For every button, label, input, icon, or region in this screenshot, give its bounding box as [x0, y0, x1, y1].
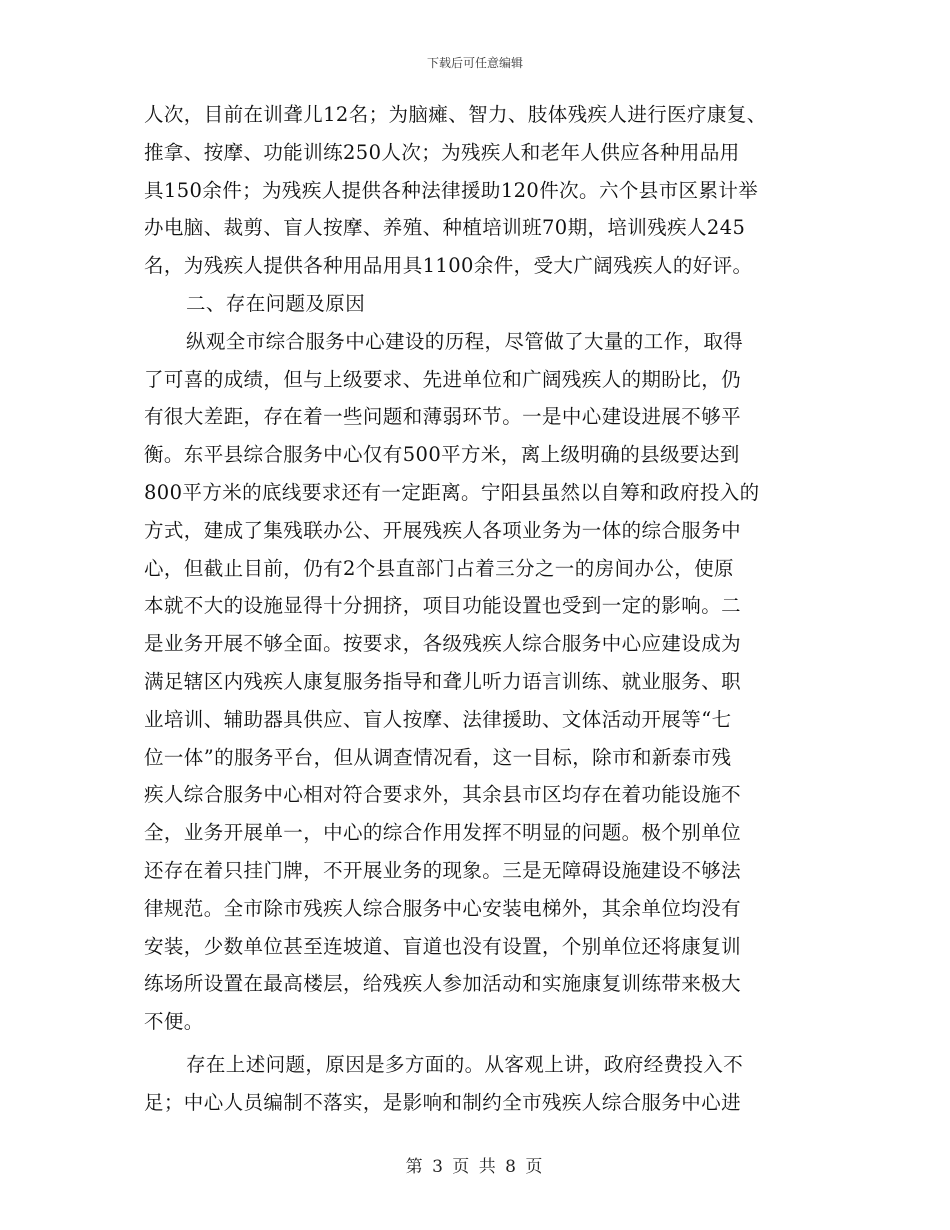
text-line: 还存在着只挂门牌，不开展业务的现象。三是无障碍设施建设不够法 — [144, 858, 742, 882]
text-line: 存在上述问题，原因是多方面的。从客观上讲，政府经费投入不 — [186, 1052, 744, 1076]
text-line: 不便。 — [144, 1010, 204, 1034]
text-line: 全，业务开展单一，中心的综合作用发挥不明显的问题。极个别单位 — [144, 821, 742, 845]
text-line: 疾人综合服务中心相对符合要求外，其余县市区均存在着功能设施不 — [144, 783, 742, 807]
text-line: 是业务开展不够全面。按要求，各级残疾人综合服务中心应建设成为 — [144, 632, 742, 656]
text-line: 名，为残疾人提供各种用品用具1100余件，受大广阔残疾人的好评。 — [144, 254, 753, 278]
text-line: 足；中心人员编制不落实，是影响和制约全市残疾人综合服务中心进 — [144, 1090, 742, 1114]
text-line: 衡。东平县综合服务中心仅有500平方米，离上级明确的县级要达到 — [144, 443, 740, 467]
document-body — [144, 96, 814, 1122]
text-line: 方式，建成了集残联办公、开展残疾人各项业务为一体的综合服务中 — [144, 518, 742, 542]
text-line: 练场所设置在最高楼层，给残疾人参加活动和实施康复训练带来极大 — [144, 972, 742, 996]
text-line: 满足辖区内残疾人康复服务指导和聋儿听力语言训练、就业服务、职 — [144, 669, 742, 693]
text-line: 办电脑、裁剪、盲人按摩、养殖、种植培训班70期，培训残疾人245 — [144, 216, 746, 240]
text-line: 具150余件；为残疾人提供各种法律援助120件次。六个县市区累计举 — [144, 178, 759, 202]
text-line: 人次，目前在训聋儿12名；为脑瘫、智力、肢体残疾人进行医疗康复、 — [144, 103, 767, 126]
page-number: 第 3 页 共 8 页 — [405, 1157, 545, 1177]
text-line: 推拿、按摩、功能训练250人次；为残疾人和老年人供应各种用品用 — [144, 140, 740, 164]
text-line: 律规范。全市除市残疾人综合服务中心安装电梯外，其余单位均没有 — [144, 896, 742, 920]
section-heading: 二、存在问题及原因 — [186, 291, 366, 315]
text-line: 有很大差距，存在着一些问题和薄弱环节。一是中心建设进展不够平 — [144, 405, 742, 429]
text-line: 了可喜的成绩，但与上级要求、先进单位和广阔残疾人的期盼比，仍 — [144, 367, 742, 391]
text-line: 800平方米的底线要求还有一定距离。宁阳县虽然以自筹和政府投入的 — [144, 480, 760, 504]
text-line: 本就不大的设施显得十分拥挤，项目功能设置也受到一定的影响。二 — [144, 594, 742, 618]
text-line: 安装，少数单位甚至连坡道、盲道也没有设置，个别单位还将康复训 — [144, 934, 742, 958]
text-line: 纵观全市综合服务中心建设的历程，尽管做了大量的工作，取得 — [186, 329, 744, 353]
text-line: 业培训、辅助器具供应、盲人按摩、法律援助、文体活动开展等“七 — [144, 707, 732, 731]
text-line: 位一体”的服务平台，但从调查情况看，这一目标，除市和新泰市残 — [144, 745, 732, 769]
text-line: 心，但截止目前，仍有2个县直部门占着三分之一的房间办公，使原 — [144, 556, 734, 580]
page-header: 下载后可任意编辑 — [426, 56, 523, 70]
